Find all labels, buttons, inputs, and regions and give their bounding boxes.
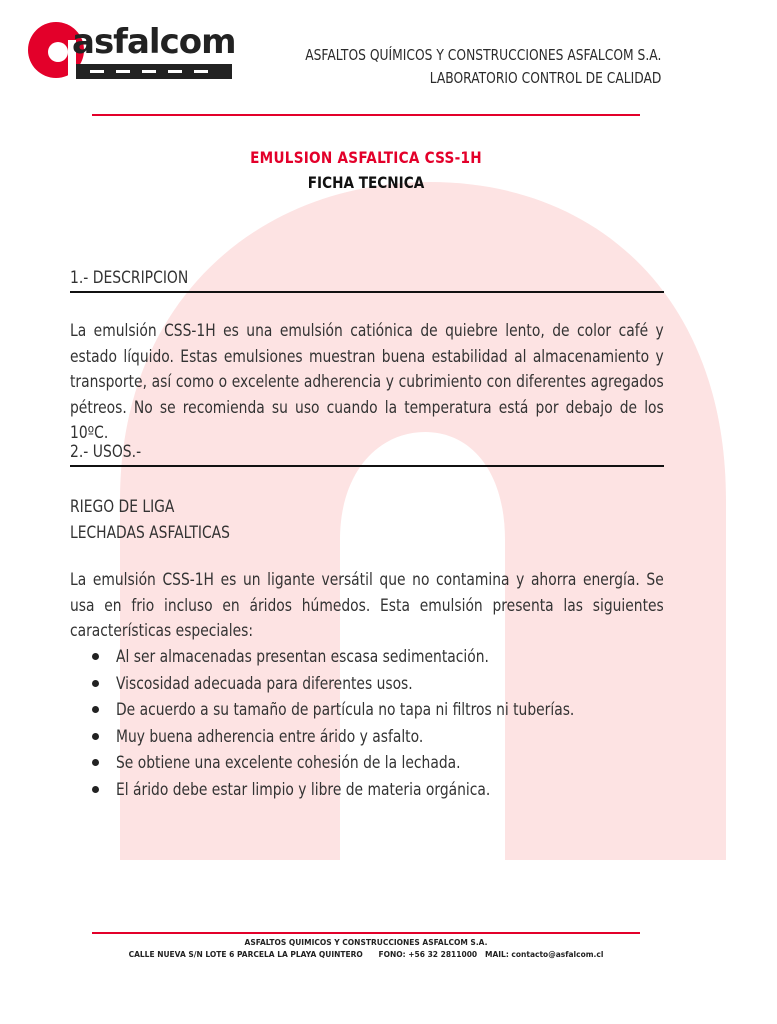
footer-contact: CALLE NUEVA S/N LOTE 6 PARCELA LA PLAYA QUINTERO FONO: +56 32 2811000 MAIL: contacto@asfalcom.cl	[128, 950, 604, 959]
company-name: ASFALTOS QUÍMICOS Y CONSTRUCCIONES ASFALCOM S.A.	[304, 46, 661, 64]
company-logo	[28, 18, 234, 82]
bullet-icon	[92, 680, 99, 687]
product-title: EMULSION ASFALTICA CSS-1H	[250, 148, 482, 167]
header-company-block	[305, 44, 661, 90]
bullet-icon	[92, 733, 99, 740]
footer-company: ASFALTOS QUIMICOS Y CONSTRUCCIONES ASFALCOM S.A.	[244, 938, 488, 947]
bullet-icon	[92, 786, 99, 793]
use-item: LECHADAS ASFALTICAS	[70, 523, 230, 542]
list-item: Muy buena adherencia entre árido y asfalto.	[92, 724, 692, 751]
bullet-icon	[92, 653, 99, 660]
footer-divider	[92, 932, 640, 934]
uses-list	[70, 494, 260, 546]
description-paragraph: La emulsión CSS-1H es una emulsión catiónica de quiebre lento, de color café y estado líquido. Estas emulsiones muestran buena estabilidad al almacenamiento y transporte, así como o excelente adherencia y cubrimiento con diferentes agregados pétreos. No se recomienda su uso cuando la temperatura está por debajo de los 10ºC.	[70, 321, 664, 442]
list-item: Viscosidad adecuada para diferentes usos.	[92, 671, 692, 698]
list-item: Al ser almacenadas presentan escasa sedimentación.	[92, 644, 692, 671]
uses-paragraph: La emulsión CSS-1H es un ligante versátil que no contamina y ahorra energía. Se usa en frio incluso en áridos húmedos. Esta emulsión presenta las siguientes características especiales:	[70, 570, 664, 640]
use-item: RIEGO DE LIGA	[70, 497, 175, 516]
list-item: De acuerdo a su tamaño de partícula no tapa ni filtros ni tuberías.	[92, 697, 692, 724]
header-divider	[92, 114, 640, 116]
bullet-icon	[92, 759, 99, 766]
logo-wordmark: asfalcom	[72, 22, 236, 62]
department-name: LABORATORIO CONTROL DE CALIDAD	[429, 69, 661, 87]
characteristics-list	[92, 644, 692, 803]
list-item: El árido debe estar limpio y libre de materia orgánica.	[92, 777, 692, 804]
section-heading-description: 1.- DESCRIPCION	[70, 268, 664, 293]
list-item: Se obtiene una excelente cohesión de la lechada.	[92, 750, 692, 777]
bullet-icon	[92, 706, 99, 713]
section-heading-uses: 2.- USOS.-	[70, 442, 664, 467]
document-subtitle: FICHA TECNICA	[307, 173, 425, 192]
